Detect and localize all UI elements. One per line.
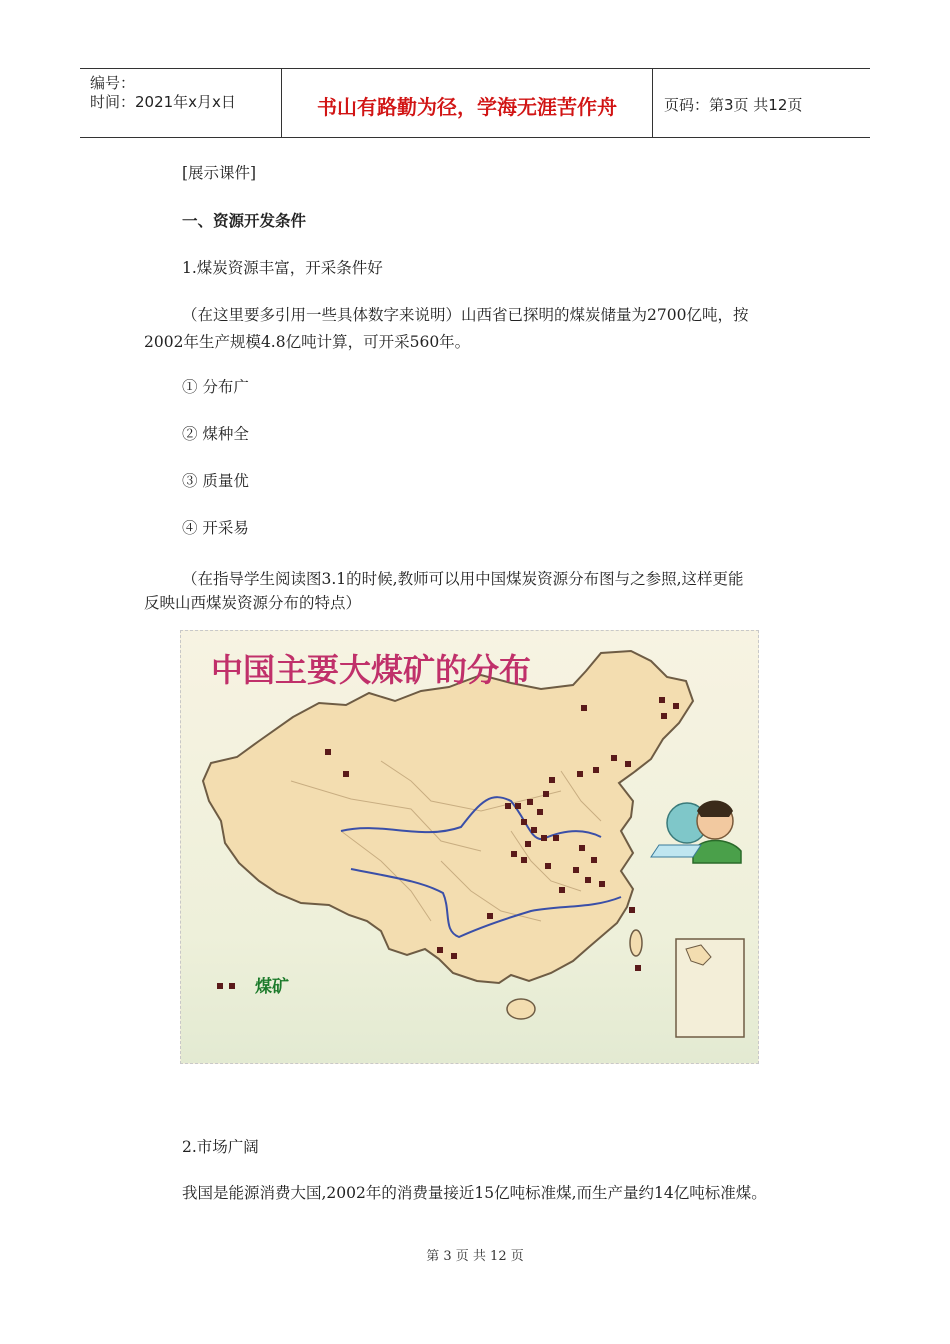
mine-marker xyxy=(437,947,443,953)
mine-marker xyxy=(325,749,331,755)
mine-marker xyxy=(521,857,527,863)
mine-marker xyxy=(625,761,631,767)
page-header xyxy=(80,68,870,138)
header-info-cell xyxy=(80,69,280,137)
motto: 书山有路勤为径，学海无涯苦作舟 xyxy=(317,95,617,119)
header-motto-cell xyxy=(281,69,653,137)
mine-marker xyxy=(629,907,635,913)
paragraph-line: 反映山西煤炭资源分布的特点） xyxy=(144,594,362,612)
mine-marker xyxy=(673,703,679,709)
mine-marker xyxy=(521,819,527,825)
mine-marker xyxy=(541,835,547,841)
courseware-note: [展示课件] xyxy=(182,164,257,182)
mine-marker xyxy=(545,863,551,869)
paragraph-line: 我国是能源消费大国,2002年的消费量接近15亿吨标准煤,而生产量约14亿吨标准煤。 xyxy=(182,1184,767,1202)
mine-marker xyxy=(537,809,543,815)
map-graphic xyxy=(181,631,758,1063)
legend-marker xyxy=(229,983,235,989)
south-china-sea-inset xyxy=(676,939,744,1037)
page-footer: 第 3 页 共 12 页 xyxy=(426,1249,524,1264)
mine-marker xyxy=(585,877,591,883)
mine-marker xyxy=(505,803,511,809)
legend-marker xyxy=(217,983,223,989)
mine-marker xyxy=(577,771,583,777)
map-title: 中国主要大煤矿的分布 xyxy=(211,651,532,689)
list-item: ① 分布广 xyxy=(182,378,249,396)
mine-marker xyxy=(599,881,605,887)
mine-marker xyxy=(515,803,521,809)
page-indicator: 页码：第3页 共12页 xyxy=(664,96,803,114)
mine-marker xyxy=(525,841,531,847)
taiwan-island xyxy=(630,930,642,956)
hainan-island xyxy=(507,999,535,1019)
mine-marker xyxy=(343,771,349,777)
mine-marker xyxy=(579,845,585,851)
section-heading: 一、资源开发条件 xyxy=(182,212,307,230)
paragraph-line: （在指导学生阅读图3.1的时候,教师可以用中国煤炭资源分布图与之参照,这样更能 xyxy=(182,570,744,588)
mine-marker xyxy=(531,827,537,833)
mine-marker xyxy=(511,851,517,857)
document-date: 时间：2021年x月x日 xyxy=(90,93,236,111)
mine-marker xyxy=(661,713,667,719)
mine-marker xyxy=(591,857,597,863)
mine-marker xyxy=(635,965,641,971)
mine-marker xyxy=(559,887,565,893)
subsection-heading: 2.市场广阔 xyxy=(182,1138,259,1156)
mine-marker xyxy=(573,867,579,873)
mine-marker xyxy=(451,953,457,959)
header-page-cell xyxy=(652,69,870,137)
list-item: ② 煤种全 xyxy=(182,425,249,443)
mine-marker xyxy=(553,835,559,841)
legend-label: 煤矿 xyxy=(255,977,289,997)
mine-marker xyxy=(593,767,599,773)
subsection-heading: 1.煤炭资源丰富，开采条件好 xyxy=(182,259,383,277)
coal-mine-map xyxy=(180,630,759,1064)
mine-marker xyxy=(543,791,549,797)
paragraph-line: （在这里要多引用一些具体数字来说明）山西省已探明的煤炭储量为2700亿吨，按 xyxy=(182,306,749,324)
list-item: ③ 质量优 xyxy=(182,472,249,490)
list-item: ④ 开采易 xyxy=(182,519,249,537)
mine-marker xyxy=(549,777,555,783)
mine-marker xyxy=(611,755,617,761)
mine-marker xyxy=(487,913,493,919)
mine-marker xyxy=(659,697,665,703)
mine-marker xyxy=(581,705,587,711)
paragraph-line: 2002年生产规模4.8亿吨计算，可开采560年。 xyxy=(144,333,471,351)
mine-marker xyxy=(527,799,533,805)
document-number: 编号： xyxy=(90,74,136,92)
